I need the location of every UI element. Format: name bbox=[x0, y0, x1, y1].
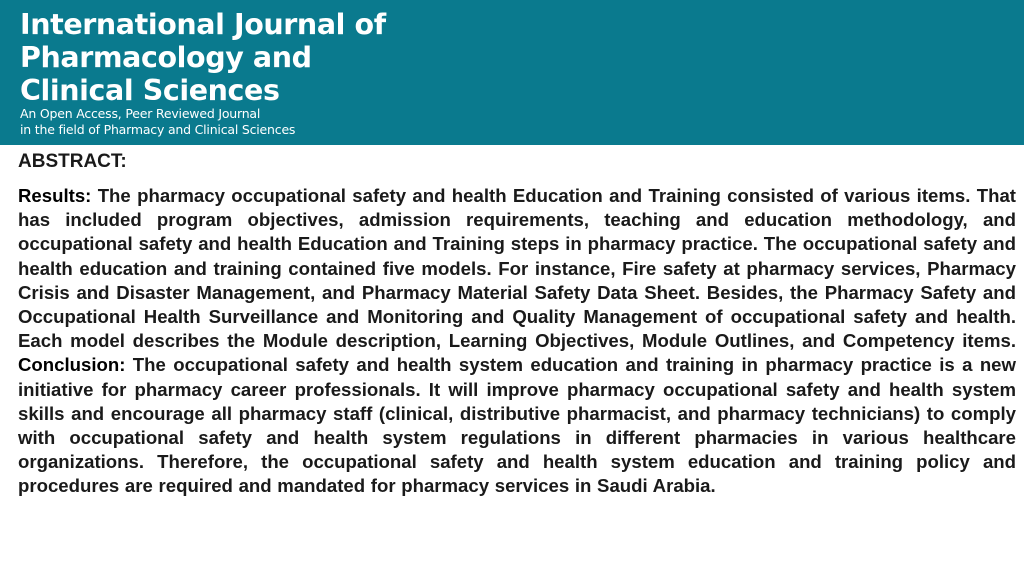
journal-title-line-2: Pharmacology and bbox=[20, 41, 312, 74]
results-label: Results: bbox=[18, 185, 92, 206]
conclusion-label: Conclusion: bbox=[18, 354, 126, 376]
abstract-body bbox=[18, 184, 1016, 499]
journal-tagline-line-1: An Open Access, Peer Reviewed Journal bbox=[20, 106, 261, 121]
journal-title-line-1: International Journal of bbox=[20, 8, 386, 41]
journal-header-banner bbox=[0, 0, 1024, 145]
abstract-section bbox=[18, 150, 1016, 499]
journal-title-line-3: Clinical Sciences bbox=[20, 74, 280, 107]
journal-tagline bbox=[20, 106, 295, 138]
conclusion-text: The occupational safety and health system education and training in pharmacy practice is a new initiative for pharmacy career professionals. It will improve pharmacy occupational safety and health system skills and encourage all pharmacy staff (clinical, distributive pharmacist, and pharmacy technicians) to comply with occupational safety and health system regulations in different pharmacies in various healthcare organizations. Therefore, the occupational safety and health system education and training policy and procedures are required and mandated for pharmacy services in Saudi Arabia. bbox=[18, 354, 1016, 497]
journal-tagline-line-2: in the field of Pharmacy and Clinical Sciences bbox=[20, 122, 296, 137]
results-text: The pharmacy occupational safety and health Education and Training consisted of various items. That has included program objectives, admission requirements, teaching and education methodology, and occupational safety and health Education and Training steps in pharmacy practice. The occupational safety and health education and training contained five models. For instance, Fire safety at pharmacy services, Pharmacy Crisis and Disaster Management, and Pharmacy Material Safety Data Sheet. Besides, the Pharmacy Safety and Occupational Health Surveillance and Monitoring and Quality Management of occupational safety and health. Each model describes the Module description, Learning Objectives, Module Outlines, and Competency items. bbox=[18, 185, 1016, 352]
abstract-heading: ABSTRACT: bbox=[18, 151, 127, 172]
journal-title bbox=[20, 8, 386, 107]
